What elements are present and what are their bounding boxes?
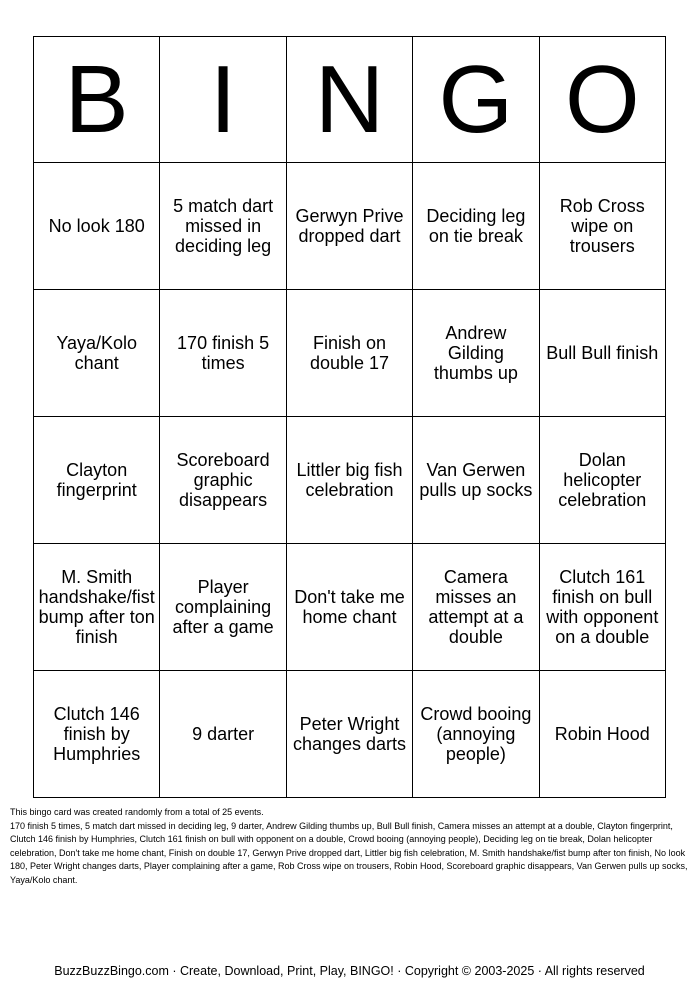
- bingo-cell: 170 finish 5 times: [160, 290, 286, 417]
- bingo-cell: Crowd booing (annoying people): [413, 671, 539, 798]
- bingo-cell: Yaya/Kolo chant: [34, 290, 160, 417]
- header-letter-i: I: [160, 37, 286, 163]
- bingo-cell: M. Smith handshake/fist bump after ton finish: [34, 544, 160, 671]
- card-info-event-list: 170 finish 5 times, 5 match dart missed in deciding leg, 9 darter, Andrew Gilding thumbs up, Bull Bull finish, Camera misses an attempt at a double, Clayton fingerprint, Clutch 146 finish by Humphries, Clutch 161 finish on bull with opponent on a double, Crowd booing (annoying people), Deciding leg on tie break, Dolan helicopter celebration, Don't take me home chant, Finish on double 17, Gerwyn Prive dropped dart, Littler big fish celebration, M. Smith handshake/fist bump after ton finish, No look 180, Peter Wright changes darts, Player complaining after a game, Rob Cross wipe on trousers, Robin Hood, Scoreboard graphic disappears, Van Gerwen pulls up socks, Yaya/Kolo chant.: [10, 820, 688, 885]
- bingo-header-row: [34, 37, 666, 163]
- bingo-cell: Peter Wright changes darts: [286, 671, 412, 798]
- bingo-card: [33, 36, 666, 798]
- bingo-cell: Gerwyn Prive dropped dart: [286, 163, 412, 290]
- bingo-cell: Van Gerwen pulls up socks: [413, 417, 539, 544]
- bingo-cell: Finish on double 17: [286, 290, 412, 417]
- header-letter-o: O: [539, 37, 665, 163]
- bingo-cell: Clutch 161 finish on bull with opponent on a double: [539, 544, 665, 671]
- card-info: [10, 806, 690, 887]
- bingo-cell: Rob Cross wipe on trousers: [539, 163, 665, 290]
- header-letter-g: G: [413, 37, 539, 163]
- bingo-cell: Clutch 146 finish by Humphries: [34, 671, 160, 798]
- bingo-cell: No look 180: [34, 163, 160, 290]
- header-letter-n: N: [286, 37, 412, 163]
- bingo-row: [34, 671, 666, 798]
- bingo-cell: 9 darter: [160, 671, 286, 798]
- bingo-row: [34, 417, 666, 544]
- card-info-summary: This bingo card was created randomly from a total of 25 events.: [10, 807, 264, 817]
- bingo-cell: Deciding leg on tie break: [413, 163, 539, 290]
- bingo-cell: Robin Hood: [539, 671, 665, 798]
- bingo-cell: Scoreboard graphic disappears: [160, 417, 286, 544]
- bingo-cell: 5 match dart missed in deciding leg: [160, 163, 286, 290]
- bingo-cell: Dolan helicopter celebration: [539, 417, 665, 544]
- bingo-cell: Bull Bull finish: [539, 290, 665, 417]
- bingo-cell: Player complaining after a game: [160, 544, 286, 671]
- page-footer: BuzzBuzzBingo.com · Create, Download, Print, Play, BINGO! · Copyright © 2003-2025 · All rights reserved: [54, 964, 645, 978]
- bingo-cell: Camera misses an attempt at a double: [413, 544, 539, 671]
- bingo-row: [34, 163, 666, 290]
- header-letter-b: B: [34, 37, 160, 163]
- bingo-cell: Don't take me home chant: [286, 544, 412, 671]
- bingo-cell: Andrew Gilding thumbs up: [413, 290, 539, 417]
- bingo-cell: Clayton fingerprint: [34, 417, 160, 544]
- bingo-row: [34, 290, 666, 417]
- bingo-cell: Littler big fish celebration: [286, 417, 412, 544]
- bingo-row: [34, 544, 666, 671]
